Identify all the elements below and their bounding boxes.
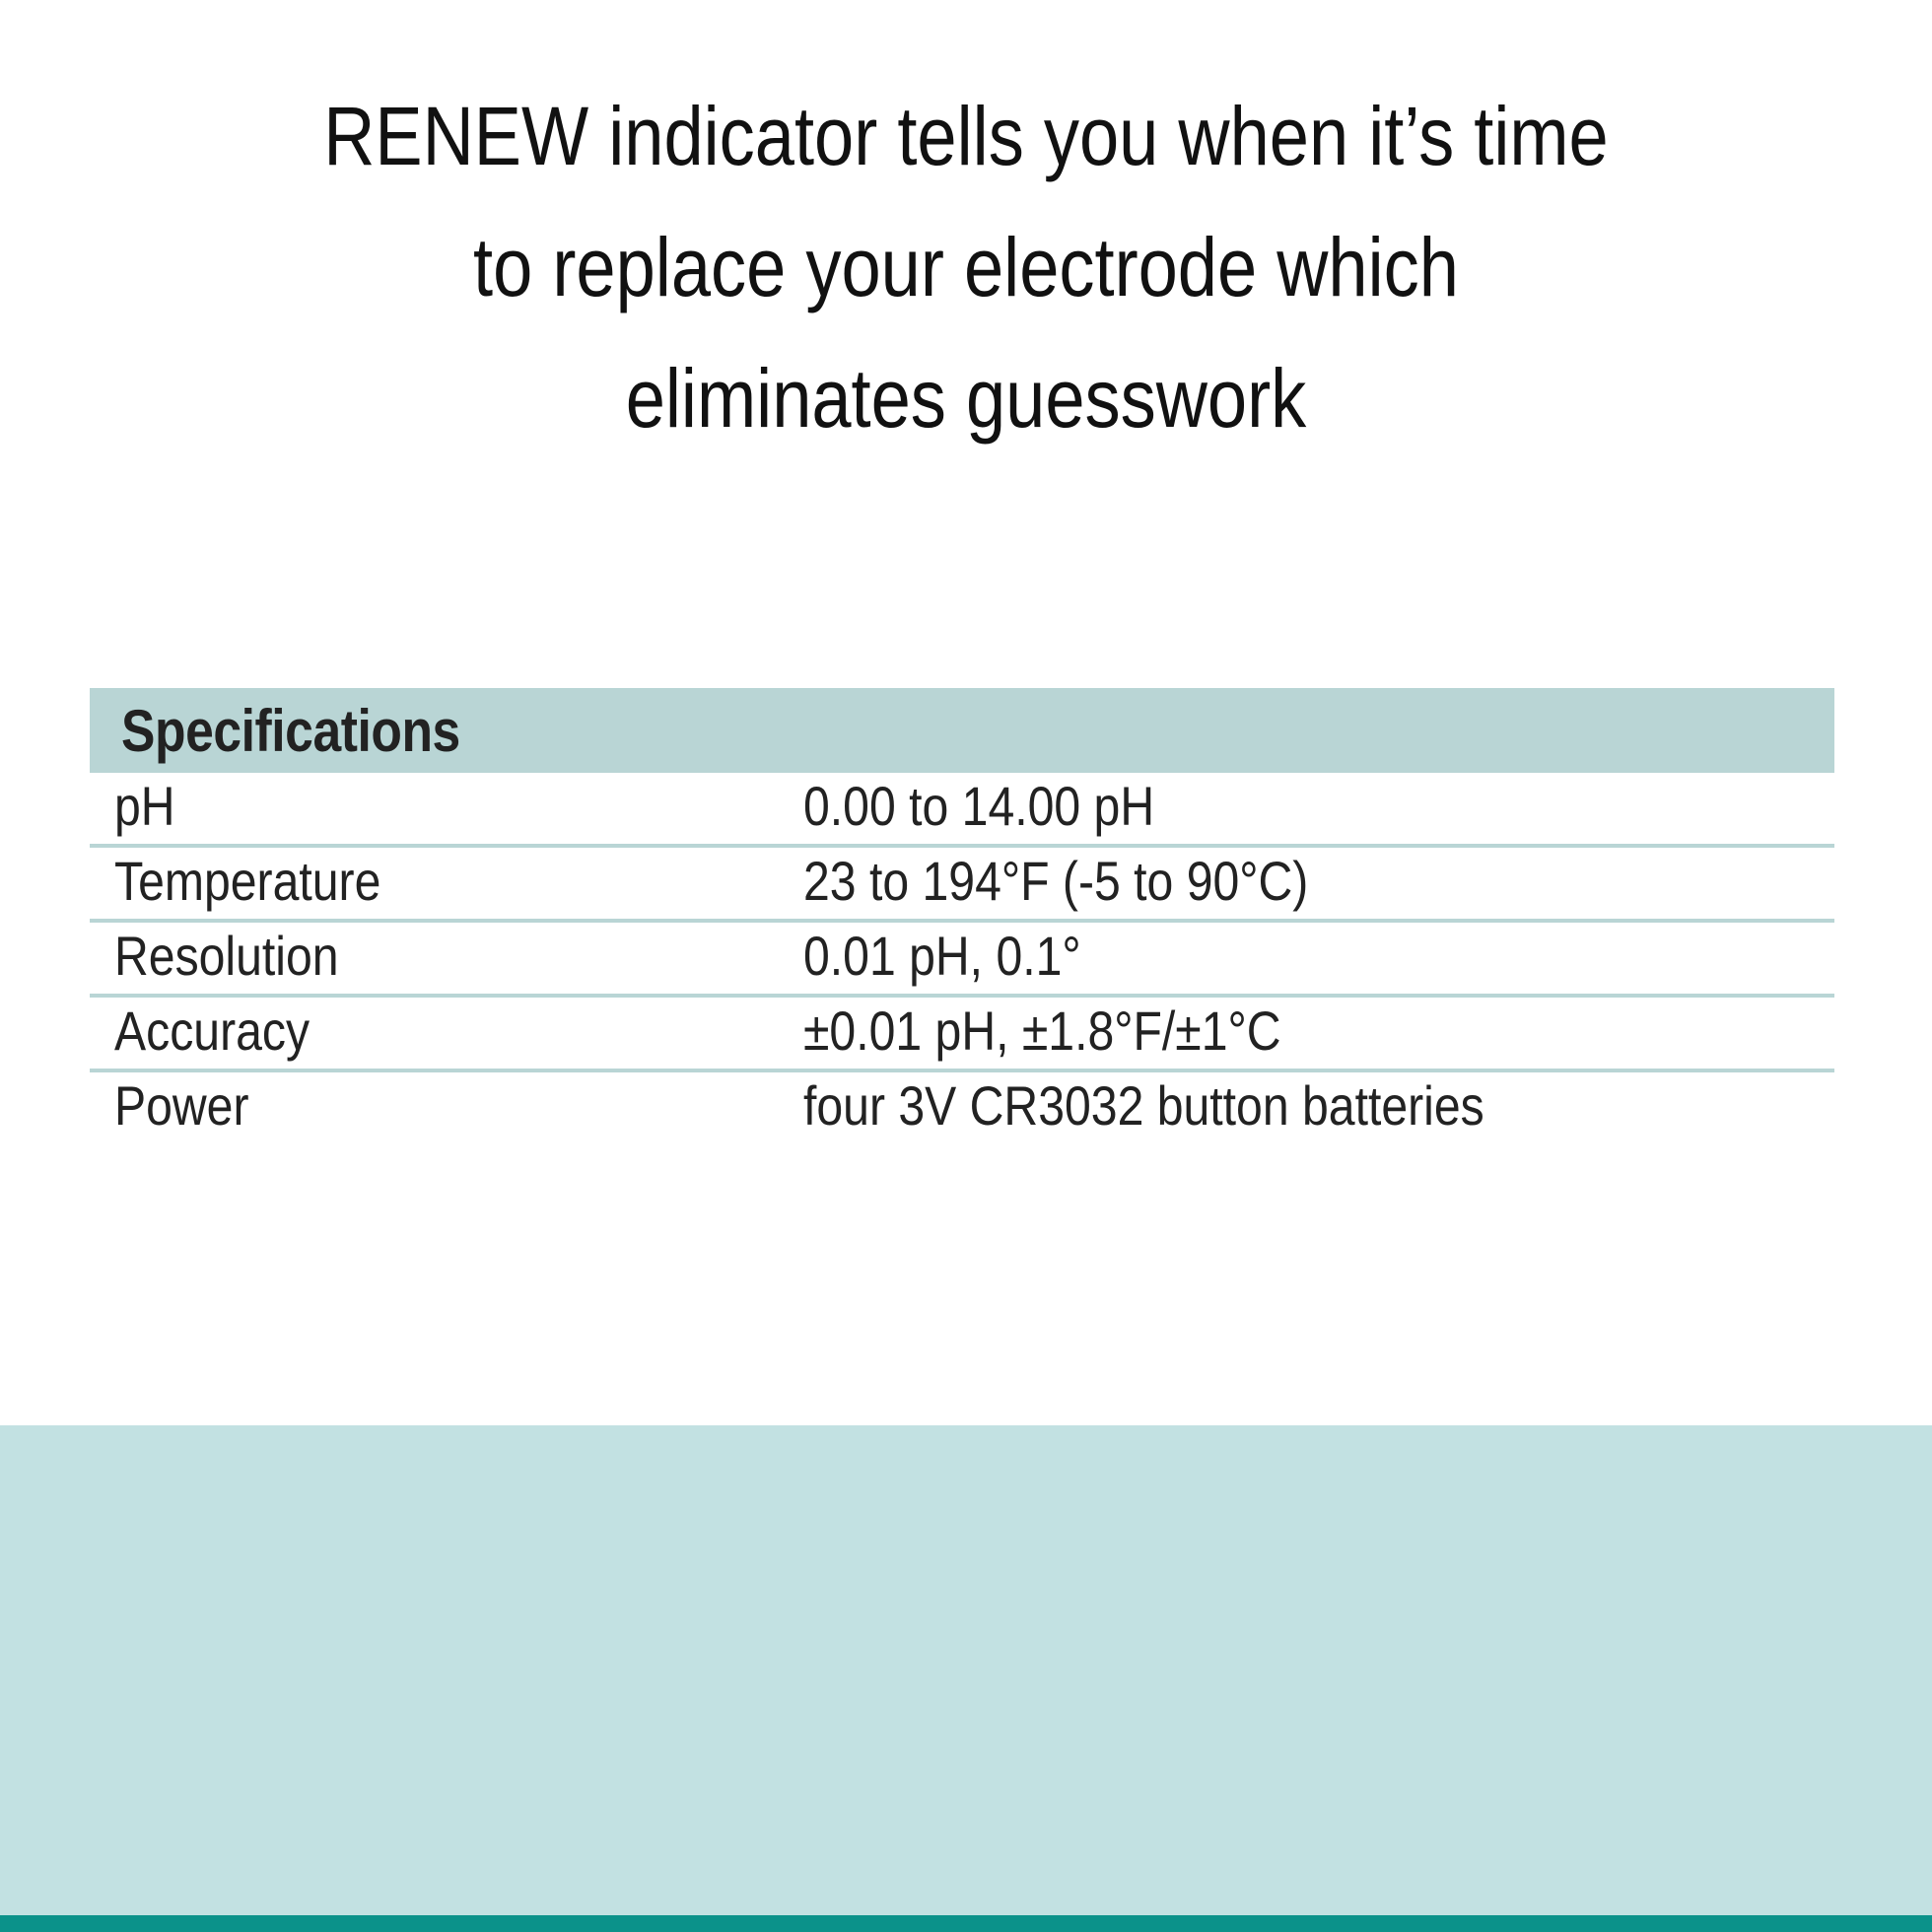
headline-line: RENEW indicator tells you when it’s time [323, 90, 1609, 182]
bottom-accent-stripe [0, 1915, 1932, 1932]
spec-row-resolution [90, 923, 1834, 998]
headline [305, 71, 1627, 464]
spec-label: Power [114, 1074, 249, 1137]
spec-value: 0.01 pH, 0.1° [803, 925, 1081, 987]
spec-label: Resolution [114, 925, 339, 987]
bottom-color-panel [0, 1425, 1932, 1915]
specifications-header [90, 688, 1834, 773]
spec-row-power [90, 1072, 1834, 1143]
spec-label: pH [114, 775, 175, 837]
spec-row-temperature [90, 848, 1834, 923]
spec-label: Temperature [114, 850, 381, 912]
spec-value: 0.00 to 14.00 pH [803, 775, 1155, 837]
spec-value: 23 to 194°F (-5 to 90°C) [803, 850, 1309, 912]
spec-value: four 3V CR3032 button batteries [803, 1074, 1484, 1137]
headline-line: to replace your electrode which [473, 221, 1459, 313]
spec-row-ph [90, 773, 1834, 848]
specifications-title: Specifications [121, 698, 460, 764]
spec-row-accuracy [90, 998, 1834, 1072]
spec-label: Accuracy [114, 1000, 310, 1062]
specifications-table [90, 688, 1834, 1143]
spec-value: ±0.01 pH, ±1.8°F/±1°C [803, 1000, 1281, 1062]
headline-line: eliminates guesswork [625, 352, 1307, 445]
